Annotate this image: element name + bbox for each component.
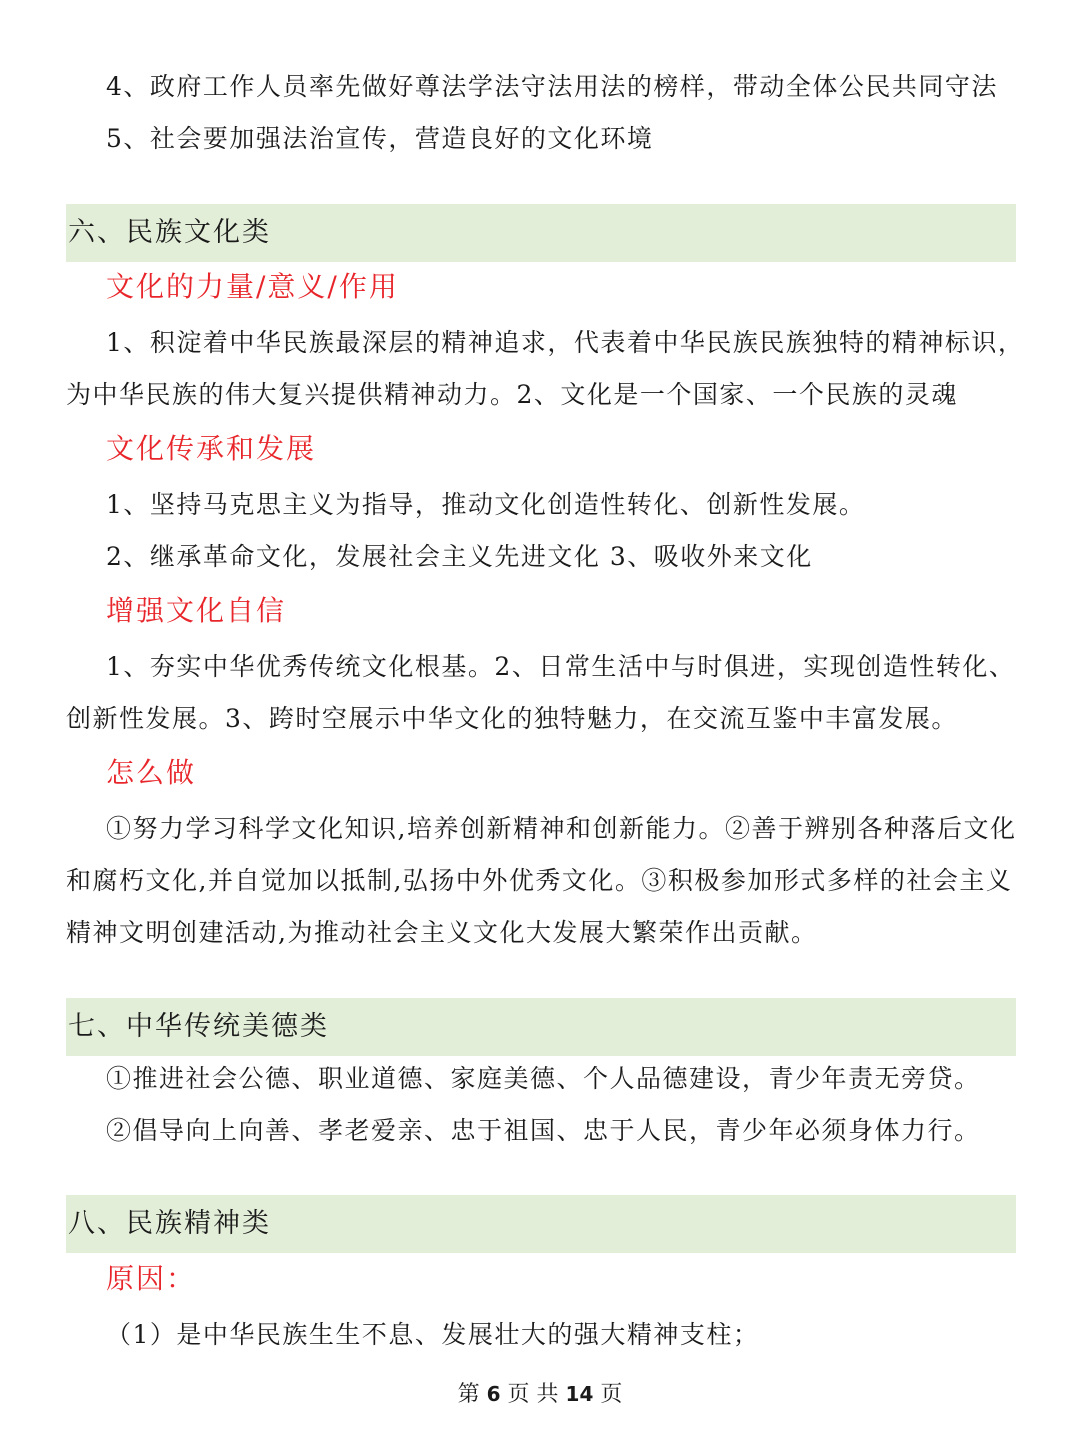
culture-howto-line-1: ①努力学习科学文化知识,培养创新精神和创新能力。②善于辨别各种落后文化 — [106, 814, 1017, 843]
footer-prefix: 第 — [457, 1382, 480, 1407]
footer-suffix: 页 — [600, 1382, 623, 1407]
section-8-band — [66, 1195, 1016, 1253]
spirit-reason-line-1: （1）是中华民族生生不息、发展壮大的强大精神支柱； — [106, 1320, 760, 1349]
culture-power-line-2: 为中华民族的伟大复兴提供精神动力。2、文化是一个国家、一个民族的灵魂 — [66, 380, 958, 409]
footer-total-pages: 14 — [565, 1382, 594, 1406]
culture-howto-heading: 怎么做 — [106, 756, 197, 789]
culture-inherit-heading: 文化传承和发展 — [106, 432, 317, 465]
section-8-title: 八、民族精神类 — [68, 1208, 271, 1239]
law-item-4: 4、政府工作人员率先做好尊法学法守法用法的榜样，带动全体公民共同守法 — [106, 72, 998, 101]
footer-middle: 页 共 — [507, 1382, 559, 1407]
culture-howto-line-3: 精神文明创建活动,为推动社会主义文化大发展大繁荣作出贡献。 — [66, 918, 818, 947]
section-7-band — [66, 998, 1016, 1056]
culture-confidence-line-1: 1、夯实中华优秀传统文化根基。2、日常生活中与时俱进，实现创造性转化、 — [106, 652, 1016, 681]
culture-howto-line-2: 和腐朽文化,并自觉加以抵制,弘扬中外优秀文化。③积极参加形式多样的社会主义 — [66, 866, 1013, 895]
law-item-5: 5、社会要加强法治宣传，营造良好的文化环境 — [106, 124, 654, 153]
spirit-reason-heading: 原因： — [106, 1262, 197, 1295]
culture-power-heading: 文化的力量/意义/作用 — [106, 270, 399, 303]
culture-power-line-1: 1、积淀着中华民族最深层的精神追求，代表着中华民族民族独特的精神标识， — [106, 328, 1025, 357]
footer-page-number: 6 — [486, 1382, 501, 1406]
virtue-line-2: ②倡导向上向善、孝老爱亲、忠于祖国、忠于人民，青少年必须身体力行。 — [106, 1116, 981, 1145]
section-6-title: 六、民族文化类 — [68, 217, 271, 248]
culture-confidence-line-2: 创新性发展。3、跨时空展示中华文化的独特魅力，在交流互鉴中丰富发展。 — [66, 704, 958, 733]
virtue-line-1: ①推进社会公德、职业道德、家庭美德、个人品德建设，青少年责无旁贷。 — [106, 1064, 981, 1093]
culture-inherit-line-2: 2、继承革命文化，发展社会主义先进文化 3、吸收外来文化 — [106, 542, 813, 571]
page-footer — [0, 1378, 1080, 1411]
section-7-title: 七、中华传统美德类 — [68, 1011, 329, 1042]
section-6-band — [66, 204, 1016, 262]
culture-confidence-heading: 增强文化自信 — [106, 594, 287, 627]
culture-inherit-line-1: 1、坚持马克思主义为指导，推动文化创造性转化、创新性发展。 — [106, 490, 866, 519]
